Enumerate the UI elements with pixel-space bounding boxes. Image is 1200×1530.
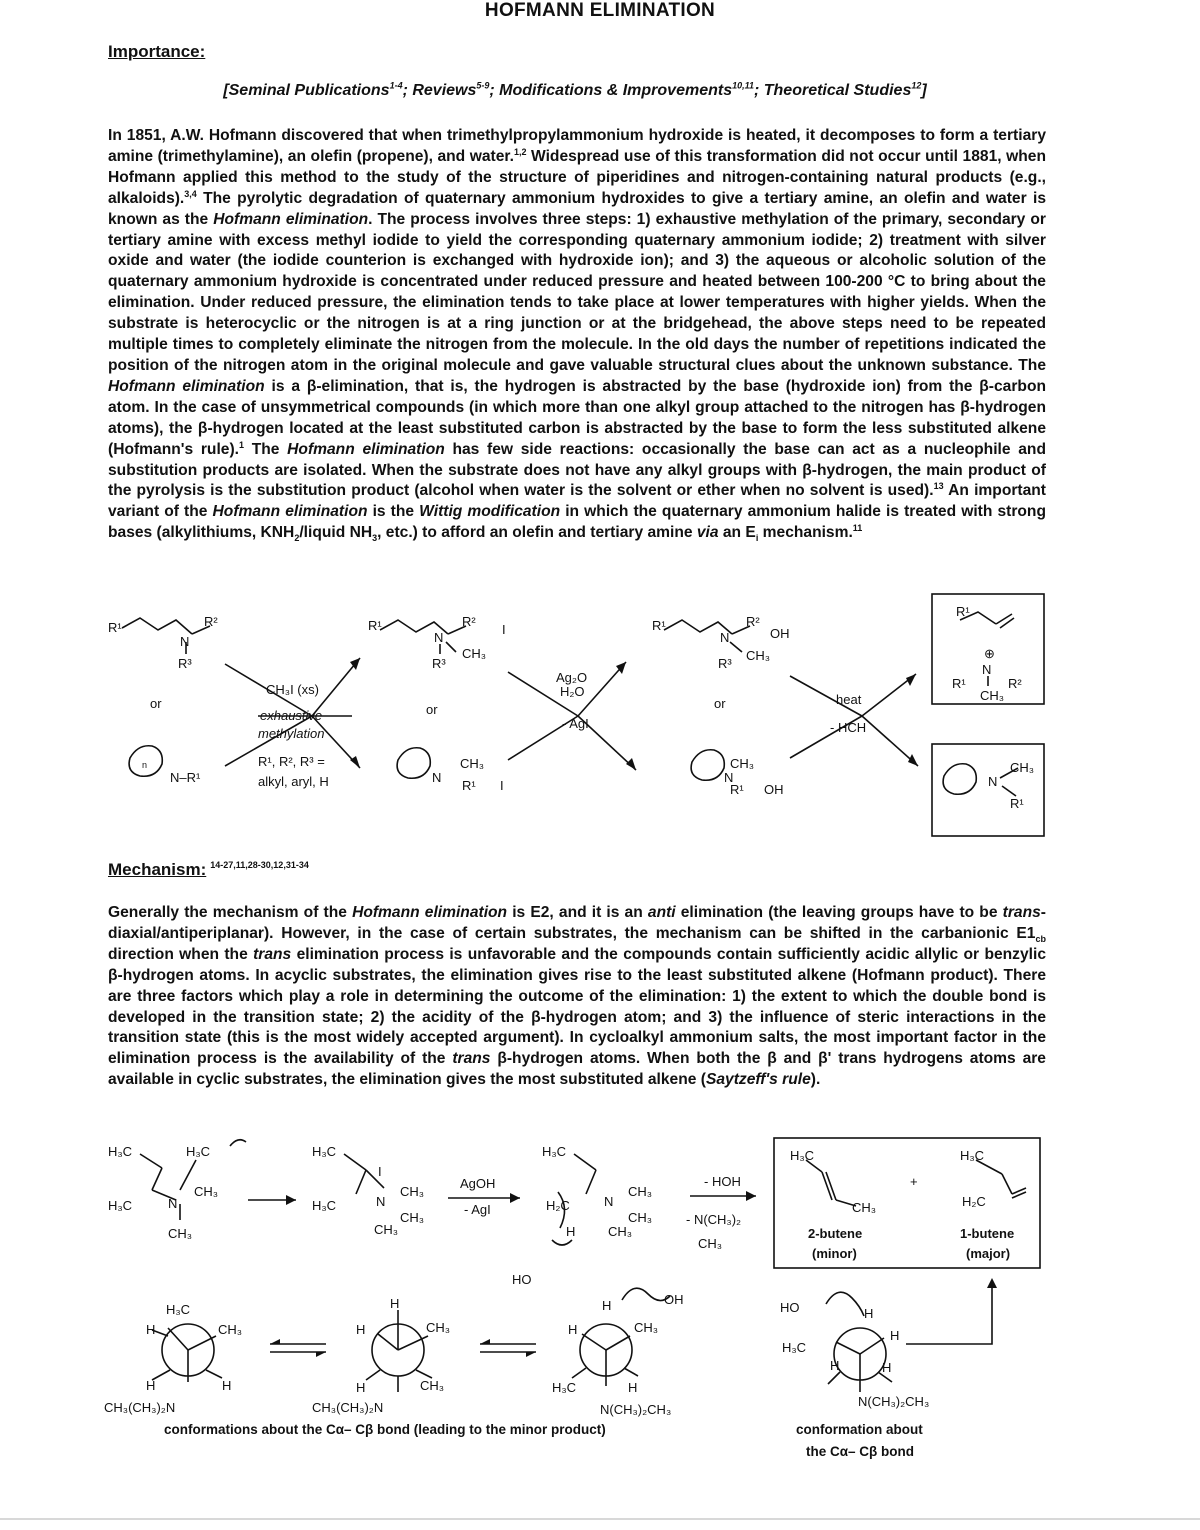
importance-para-i-5: Hofmann elimination — [213, 210, 369, 228]
s2-reagent-nme: - N(CH₃)₂ — [686, 1212, 742, 1227]
s2-n4-h2: H — [890, 1328, 900, 1343]
importance-para-text-14: An important variant of the — [108, 482, 1047, 521]
s1-int1-r3: R³ — [432, 656, 446, 671]
s2-a-ch3-3: CH₃ — [374, 1222, 399, 1237]
mechanism-para-text-6: -diaxial/antiperiplanar). However, in the case of certain substrates, the mechanism can be shifted in the carbanionic E1 — [108, 904, 1046, 942]
refs-reviews[interactable]: ; Reviews — [402, 82, 477, 99]
importance-paragraph — [108, 126, 1046, 544]
s2-reagent-ch3: CH₃ — [698, 1236, 723, 1251]
mechanism-para-text-0: Generally the mechanism of the — [108, 904, 353, 921]
s1-reagent2-bottom: - AgI — [562, 716, 589, 731]
s1-int2-n: N — [720, 630, 730, 645]
importance-para-text-6: . The process involves three steps: 1) exhaustive methylation of the primary, secondary or tertiary amine with excess methyl iodide to yield the corresponding quaternary ammonium iodide; 2) treatment with silver oxide and water (the iodide counterion is exchanged with hydroxide ion); and 3) the aqueous or alcoholic solution of the quaternary ammonium hydroxide is concentrated under reduced pressure and heated between 100-200 °C to bring about the elimination. Under reduced pressure, the elimination tends to take place at lower temperatures with higher yields. When the substrate is heterocyclic or the nitrogen is at a ring junction or at the bridgehead, the above steps need to be repeated multiple times to completely eliminate the nitrogen from the molecule. In the old days the number of repetitions indicated the position of the nitrogen atom in the original molecule and gave valuable structural clues about the unknown substance. The — [108, 210, 1046, 374]
s1-prod-r2: R² — [1008, 676, 1022, 691]
s2-n4-h4: H — [882, 1360, 892, 1375]
page-title: HOFMANN ELIMINATION — [484, 0, 716, 21]
mechanism-para-i-9: trans — [253, 945, 292, 963]
importance-para-text-26: mechanism. — [758, 524, 853, 542]
s2-n1-n: CH₃(CH₃)₂N — [104, 1400, 176, 1415]
s1-prod-ch3: CH₃ — [980, 688, 1005, 703]
s2-b-ch3-1: CH₃ — [628, 1184, 653, 1199]
s2-p2-h3c: H₃C — [960, 1148, 985, 1163]
s1-int2-r1: R¹ — [652, 618, 666, 633]
s1-int2-ring-n: N — [724, 770, 734, 785]
mechanism-paragraph — [108, 903, 1046, 1091]
s2-r-h3c-2: H₃C — [186, 1144, 211, 1159]
s1-int2-ch3: CH₃ — [746, 648, 771, 663]
refs-reviews-sup: 5-9 — [476, 80, 490, 91]
s2-r-ch3-2: CH₃ — [168, 1226, 193, 1241]
mechanism-heading-text: Mechanism: — [108, 860, 207, 879]
s1-prod-plus: ⊕ — [984, 646, 995, 661]
s1-int1-r1: R¹ — [368, 618, 382, 633]
importance-para-sup-3: 3,4 — [184, 188, 197, 199]
mechanism-para-i-1: Hofmann elimination — [352, 904, 508, 921]
s1-int1-ring-n: N — [432, 770, 442, 785]
importance-para-text-24: an E — [718, 524, 756, 542]
refs-close: ] — [921, 82, 927, 99]
s2-a-i: I — [378, 1164, 382, 1179]
s2-n3-h1: H — [602, 1298, 612, 1313]
mechanism-para-text-4: elimination (the leaving groups have to be — [675, 904, 1003, 921]
s1-prod-r1: R¹ — [956, 604, 970, 619]
importance-para-i-23: via — [696, 524, 719, 542]
importance-para-text-4: The pyrolytic degradation of quaternary ammonium hydroxides to give a tertiary amine, an olefin and water is known as the — [108, 189, 1046, 228]
s2-a-ch3-2: CH₃ — [400, 1210, 425, 1225]
scheme1-general-reaction — [0, 590, 1200, 850]
s2-n4-h3: H — [830, 1358, 840, 1373]
s1-reagent2-mid: H₂O — [560, 684, 585, 699]
s2-n2-ch3-2: CH₃ — [420, 1378, 445, 1393]
s2-r-h3c-3: H₃C — [108, 1198, 133, 1213]
s2-n1-h1: H — [146, 1322, 156, 1337]
importance-para-sup-1: 1,2 — [513, 146, 527, 157]
s2-p2-note: (major) — [966, 1246, 1011, 1261]
mechanism-para-text-2: is E2, and it is an — [507, 904, 648, 921]
s2-n1-ch3: CH₃ — [218, 1322, 243, 1337]
importance-para-text-12: has few side reactions: occasionally the base can act as a nucleophile and substitution products are isolated. When the substrate does not have any alkyl groups with β-hydrogen, the main product of the pyrolysis is the substitution product (alcohol when water is the solvent or ether when no solvent is used). — [108, 440, 1046, 500]
s2-b-h: H — [566, 1224, 576, 1239]
reference-summary — [0, 82, 1150, 100]
s2-b-n: N — [604, 1194, 614, 1209]
s2-n2-h1: H — [390, 1296, 400, 1311]
s1-reagent1-3: methylation — [258, 726, 325, 741]
s2-p1-h3c: H₃C — [790, 1148, 815, 1163]
s1-int1-ch3: CH₃ — [462, 646, 487, 661]
s2-n4-h1: H — [864, 1306, 874, 1321]
mechanism-para-sub-7: cb — [1035, 934, 1046, 945]
s1-int2-ring-r1: R¹ — [730, 782, 744, 797]
importance-para-text-18: in which the quaternary ammonium halide is treated with strong bases (alkylithiums, KNH — [108, 503, 1046, 542]
s2-n2-n: CH₃(CH₃)₂N — [312, 1400, 384, 1415]
s2-n4-n: N(CH₃)₂CH₃ — [858, 1394, 930, 1409]
refs-modifications-sup: 10,11 — [732, 80, 754, 91]
s1-reagent3-top: heat — [836, 692, 862, 707]
s1-n: N — [180, 634, 190, 649]
s2-r-ch3-1: CH₃ — [194, 1184, 219, 1199]
s2-n2-h2: H — [356, 1322, 366, 1337]
s1-reagent2-top: Ag₂O — [556, 670, 588, 685]
importance-para-i-11: Hofmann elimination — [287, 440, 445, 458]
s1-prod-r: R¹ — [952, 676, 966, 691]
importance-para-sub-25: i — [755, 533, 759, 544]
s1-r2: R² — [204, 614, 218, 629]
s2-reagent-agi: - AgI — [464, 1202, 491, 1217]
s2-caption-right-1: conformation about — [796, 1422, 923, 1437]
refs-open: [ — [223, 82, 229, 99]
importance-para-sup-9: 1 — [238, 439, 244, 450]
s2-n2-ch3-1: CH₃ — [426, 1320, 451, 1335]
s1-int2-oh: OH — [770, 626, 790, 641]
s1-int2-ring-oh: OH — [764, 782, 784, 797]
importance-heading: Importance: — [108, 42, 206, 61]
s2-r-h3c-1: H₃C — [108, 1144, 133, 1159]
page-bottom-divider — [0, 1518, 1200, 1520]
s2-n3-n: N(CH₃)₂CH₃ — [600, 1402, 672, 1417]
s1-prod2-ch3: CH₃ — [1010, 760, 1035, 775]
mechanism-para-text-8: direction when the — [108, 945, 254, 963]
refs-theoretical[interactable]: ; Theoretical Studies — [753, 82, 912, 99]
s1-prod2-r1: R¹ — [1010, 796, 1024, 811]
importance-para-text-16: is the — [367, 503, 420, 521]
importance-para-sup-13: 13 — [933, 481, 944, 492]
importance-para-i-17: Wittig modification — [419, 503, 561, 521]
importance-para-text-8: is a β-elimination, that is, the hydrogen is abstracted by the base (hydroxide ion) from the β-carbon atom. In the case of unsymmetrical compounds (in which more than one alkyl group attached to the nitrogen has β-hydrogen atoms), the β-hydrogen located at the least substituted carbon is abstracted by the base to form the less substituted alkene (Hofmann's rule). — [108, 377, 1046, 458]
s1-prod-n: N — [982, 662, 992, 677]
s2-reagent-hoh: - HOH — [704, 1174, 741, 1189]
s1-reagent1-4: R¹, R², R³ = — [258, 754, 325, 769]
s1-int1-ring-ch3: CH₃ — [460, 756, 485, 771]
refs-modifications[interactable]: ; Modifications & Improvements — [489, 82, 733, 99]
s1-int1-ring-r1: R¹ — [462, 778, 476, 793]
mechanism-para-i-3: anti — [647, 904, 676, 921]
s2-b-h2c: H₂C — [546, 1198, 570, 1213]
s1-reagent1-1: CH₃I (xs) — [266, 682, 319, 697]
importance-para-sup-27: 11 — [852, 523, 863, 534]
s2-b-ch3-2: CH₃ — [628, 1210, 653, 1225]
s1-prod2-n: N — [988, 774, 998, 789]
s2-n3-ch3: CH₃ — [634, 1320, 659, 1335]
s2-b-ch3-3: CH₃ — [608, 1224, 633, 1239]
s1-int2-ring-ch3: CH₃ — [730, 756, 755, 771]
s2-n3-h3: H — [628, 1380, 638, 1395]
importance-para-sub-21: 3 — [372, 533, 378, 544]
scheme2-mechanism — [0, 1130, 1200, 1460]
s2-a-n: N — [376, 1194, 386, 1209]
s2-a-h3c-2: H₃C — [312, 1198, 337, 1213]
s2-p1-name: 2-butene — [808, 1226, 863, 1241]
importance-para-i-7: Hofmann elimination — [108, 377, 265, 395]
s1-reagent1-5: alkyl, aryl, H — [258, 774, 329, 789]
s1-int1-ring-i: I — [500, 778, 504, 793]
s2-b-h3c: H₃C — [542, 1144, 567, 1159]
importance-para-sub-19: 2 — [294, 533, 300, 544]
s1-or-1: or — [150, 696, 162, 711]
s1-int2-r2: R² — [746, 614, 760, 629]
s1-or-3: or — [714, 696, 726, 711]
importance-para-text-20: /liquid NH — [299, 524, 373, 542]
s1-int1-i: I — [502, 622, 506, 637]
s2-n1-h3c: H₃C — [166, 1302, 191, 1317]
s2-p1-note: (minor) — [812, 1246, 857, 1261]
s1-int2-r3: R³ — [718, 656, 732, 671]
s1-ring-nr1: N–R¹ — [170, 770, 201, 785]
mechanism-para-text-10: elimination process is unfavorable and the compounds contain sufficiently acidic allylic or benzylic β-hydrogen atoms. In acyclic substrates, the elimination gives rise to the least substituted alkene (Hofmann product). There are three factors which play a role in determining the outcome of the elimination: 1) the extent to which the double bond is developed in the transition state; 2) the acidity of the β-hydrogen atom; and 3) the influence of steric interactions in the transition state (this is the most widely accepted argument). In cycloalkyl ammonium salts, the most important factor in the elimination process is the availability of the — [108, 945, 1046, 1068]
s2-n2-h3: H — [356, 1380, 366, 1395]
s2-r-n: N — [168, 1196, 178, 1211]
s1-reagent1-2: exhaustive — [260, 708, 323, 723]
s1-reagent3-bottom: - HCH — [830, 720, 867, 735]
importance-para-i-15: Hofmann elimination — [212, 503, 368, 521]
s1-int1-n: N — [434, 630, 444, 645]
mechanism-para-i-13: Saytzeff's rule — [705, 1071, 811, 1089]
mechanism-para-text-14: ). — [810, 1071, 821, 1089]
s1-ring-n: n — [142, 760, 148, 770]
s2-reagent-agoh: AgOH — [460, 1176, 496, 1191]
s2-a-ch3-1: CH₃ — [400, 1184, 425, 1199]
mechanism-para-i-5: trans — [1002, 904, 1041, 921]
s2-caption-right-2: the Cα– Cβ bond — [806, 1444, 915, 1459]
refs-theoretical-sup: 12 — [911, 80, 922, 91]
importance-para-text-0: In 1851, A.W. Hofmann discovered that when trimethylpropylammonium hydroxide is heated, it decomposes to form a tertiary amine (trimethylamine), an olefin (propene), and water. — [108, 127, 1046, 165]
importance-para-text-2: Widespread use of this transformation did not occur until 1881, when Hofmann applied this method to the study of the structure of piperidines and nitrogen-containing natural products (e.g., alkaloids). — [108, 147, 1046, 207]
s2-n3-h2: H — [568, 1322, 578, 1337]
refs-seminal-sup: 1-4 — [389, 80, 403, 91]
s2-a-h3c-1: H₃C — [312, 1144, 337, 1159]
s2-b-ho: HO — [512, 1272, 532, 1287]
importance-para-text-10: The — [244, 440, 288, 458]
s1-int1-r2: R² — [462, 614, 476, 629]
s2-n1-h3: H — [222, 1378, 232, 1393]
s2-plus: + — [910, 1174, 918, 1189]
s2-n3-oh: OH — [664, 1292, 684, 1307]
s2-n4-h3c: H₃C — [782, 1340, 807, 1355]
importance-para-text-22: , etc.) to afford an olefin and tertiary amine — [377, 524, 697, 542]
s2-p2-h2c: H₂C — [962, 1194, 986, 1209]
s2-n1-h2: H — [146, 1378, 156, 1393]
mechanism-para-i-11: trans — [452, 1050, 491, 1068]
s2-p2-name: 1-butene — [960, 1226, 1015, 1241]
mechanism-para-text-12: β-hydrogen atoms. When both the β and β' trans hydrogens atoms are available in cyclic substrates, the elimination gives the most substituted alkene ( — [108, 1050, 1046, 1089]
refs-seminal[interactable]: Seminal Publications — [228, 82, 390, 99]
mechanism-heading: Mechanism: $^{14-27,11,28-30,12,31-34}$ — [108, 860, 309, 879]
s2-n4-ho: HO — [780, 1300, 800, 1315]
s1-r1: R¹ — [108, 620, 122, 635]
s1-or-2: or — [426, 702, 438, 717]
s2-caption-left: conformations about the Cα– Cβ bond (leading to the minor product) — [164, 1422, 606, 1437]
s1-r3: R³ — [178, 656, 192, 671]
s2-n3-h3c: H₃C — [552, 1380, 577, 1395]
s2-p1-ch3: CH₃ — [852, 1200, 877, 1215]
